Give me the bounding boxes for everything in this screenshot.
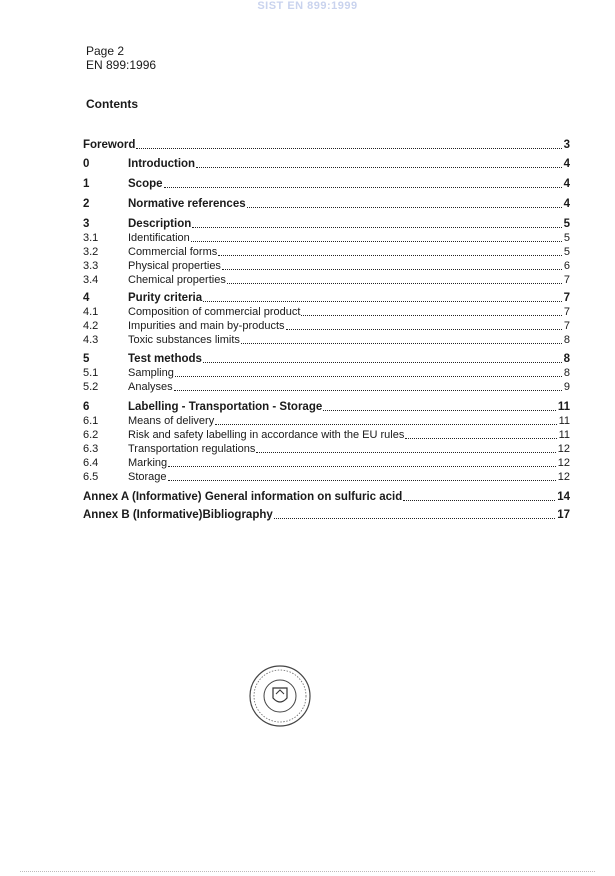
toc-section-number: 3.1 [83, 232, 99, 244]
toc-dot-leader [403, 500, 555, 501]
toc-section-number: 4 [83, 292, 90, 304]
toc-entry[interactable] [0, 414, 615, 428]
toc-dot-leader [274, 518, 555, 519]
toc-title: Introduction [128, 158, 196, 170]
toc-dot-leader [286, 329, 562, 330]
toc-entry[interactable] [0, 508, 615, 522]
toc-section-number: 5.2 [83, 381, 99, 393]
toc-title: Marking [128, 457, 168, 469]
toc-dot-leader [168, 480, 556, 481]
toc-title: Sampling [128, 367, 174, 379]
toc-page-number: 8 [563, 334, 570, 346]
toc-page-number: 5 [563, 218, 570, 230]
toc-dot-leader [203, 301, 561, 302]
toc-title: Toxic substances limits [128, 334, 240, 346]
watermark: SIST EN 899:1999 [257, 0, 358, 12]
toc-entry[interactable] [0, 380, 615, 394]
toc-entry[interactable] [0, 319, 615, 333]
toc-page-number: 6 [563, 260, 570, 272]
toc-title: Annex B (Informative)Bibliography [83, 509, 273, 521]
toc-section-number: 1 [83, 178, 90, 190]
toc-dot-leader [136, 148, 561, 149]
toc-entry[interactable] [0, 217, 615, 231]
toc-page-number: 7 [563, 306, 570, 318]
toc-entry[interactable] [0, 456, 615, 470]
toc-dot-leader [301, 315, 561, 316]
toc-section-number: 6.2 [83, 429, 99, 441]
toc-page-number: 5 [563, 246, 570, 258]
toc-section-number: 5.1 [83, 367, 99, 379]
toc-dot-leader [256, 452, 555, 453]
standard-number: EN 899:1996 [86, 58, 157, 72]
toc-entry[interactable] [0, 400, 615, 414]
toc-page-number: 11 [557, 401, 570, 413]
toc-title: Physical properties [128, 260, 221, 272]
toc-section-number: 5 [83, 353, 90, 365]
toc-page-number: 11 [558, 429, 570, 441]
toc-title: Transportation regulations [128, 443, 256, 455]
toc-section-number: 0 [83, 158, 90, 170]
toc-entry[interactable] [0, 273, 615, 287]
toc-dot-leader [218, 255, 562, 256]
toc-entry[interactable] [0, 259, 615, 273]
toc-dot-leader [203, 362, 562, 363]
toc-dot-leader [175, 376, 562, 377]
toc-page-number: 4 [563, 178, 570, 190]
toc-dot-leader [168, 466, 556, 467]
toc-title: Description [128, 218, 192, 230]
toc-page-number: 7 [563, 292, 570, 304]
toc-entry[interactable] [0, 291, 615, 305]
toc-section-number: 4.1 [83, 306, 99, 318]
toc-entry[interactable] [0, 157, 615, 171]
toc-entry[interactable] [0, 333, 615, 347]
toc-entry[interactable] [0, 231, 615, 245]
toc-entry[interactable] [0, 177, 615, 191]
toc-entry[interactable] [0, 470, 615, 484]
toc-section-number: 6.4 [83, 457, 99, 469]
toc-entry[interactable] [0, 442, 615, 456]
toc-entry[interactable] [0, 305, 615, 319]
toc-title: Labelling - Transportation - Storage [128, 401, 323, 413]
toc-title: Risk and safety labelling in accordance with the EU rules [128, 429, 405, 441]
toc-section-number: 4.2 [83, 320, 99, 332]
toc-section-number: 6.3 [83, 443, 99, 455]
toc-dot-leader [222, 269, 562, 270]
toc-dot-leader [247, 207, 562, 208]
toc-dot-leader [196, 167, 562, 168]
toc-page-number: 12 [557, 443, 570, 455]
toc-title: Storage [128, 471, 167, 483]
toc-page-number: 8 [563, 353, 570, 365]
toc-title: Chemical properties [128, 274, 226, 286]
toc-entry[interactable] [0, 138, 615, 152]
toc-dot-leader [164, 187, 562, 188]
toc-page-number: 7 [563, 320, 570, 332]
toc-entry[interactable] [0, 428, 615, 442]
toc-dot-leader [323, 410, 556, 411]
contents-heading: Contents [86, 97, 138, 111]
toc-section-number: 3.2 [83, 246, 99, 258]
toc-section-number: 3.4 [83, 274, 99, 286]
toc-dot-leader [241, 343, 562, 344]
toc-page-number: 8 [563, 367, 570, 379]
toc-dot-leader [192, 227, 561, 228]
toc-entry[interactable] [0, 245, 615, 259]
toc-dot-leader [405, 438, 556, 439]
toc-page-number: 9 [563, 381, 570, 393]
toc-page-number: 12 [557, 457, 570, 469]
toc-title: Scope [128, 178, 163, 190]
toc-page-number: 14 [557, 491, 570, 503]
toc-title: Normative references [128, 198, 246, 210]
toc-page-number: 17 [557, 509, 570, 521]
toc-section-number: 3.3 [83, 260, 99, 272]
toc-title: Purity criteria [128, 292, 203, 304]
toc-entry[interactable] [0, 197, 615, 211]
toc-section-number: 6.1 [83, 415, 99, 427]
toc-title: Commercial forms [128, 246, 218, 258]
page-number: Page 2 [86, 44, 125, 58]
toc-dot-leader [215, 424, 556, 425]
toc-title: Test methods [128, 353, 202, 365]
toc-section-number: 3 [83, 218, 90, 230]
toc-page-number: 4 [563, 198, 570, 210]
toc-page-number: 12 [557, 471, 570, 483]
toc-section-number: 6.5 [83, 471, 99, 483]
official-seal-stamp [248, 664, 312, 728]
toc-section-number: 2 [83, 198, 90, 210]
toc-title: Impurities and main by-products [128, 320, 285, 332]
toc-page-number: 4 [563, 158, 570, 170]
toc-dot-leader [227, 283, 562, 284]
toc-entry[interactable] [0, 352, 615, 366]
toc-title: Annex A (Informative) General information on sulfuric acid [83, 491, 403, 503]
toc-title: Analyses [128, 381, 173, 393]
toc-page-number: 3 [563, 139, 570, 151]
toc-page-number: 11 [558, 415, 570, 427]
toc-title: Composition of commercial product [128, 306, 301, 318]
toc-page-number: 5 [563, 232, 570, 244]
toc-entry[interactable] [0, 366, 615, 380]
toc-dot-leader [174, 390, 562, 391]
toc-title: Foreword [83, 139, 136, 151]
toc-page-number: 7 [563, 274, 570, 286]
toc-title: Means of delivery [128, 415, 215, 427]
toc-dot-leader [191, 241, 562, 242]
toc-title: Identification [128, 232, 190, 244]
toc-section-number: 4.3 [83, 334, 99, 346]
footer-rule [20, 871, 595, 872]
toc-entry[interactable] [0, 490, 615, 504]
toc-section-number: 6 [83, 401, 90, 413]
